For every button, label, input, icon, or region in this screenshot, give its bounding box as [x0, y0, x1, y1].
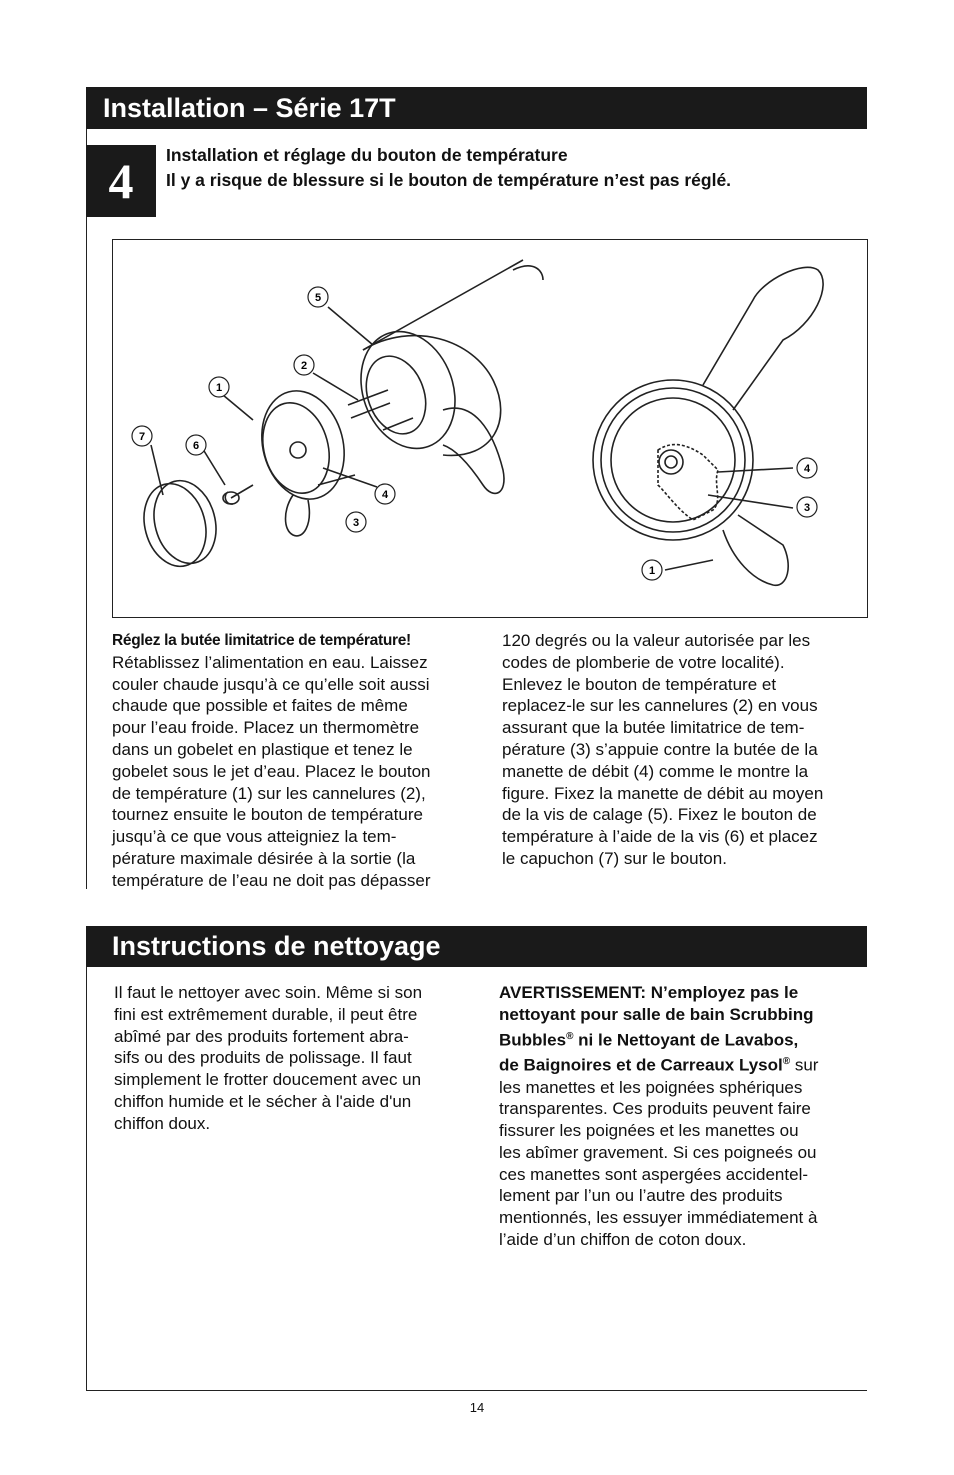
callout-1 [209, 377, 229, 397]
callout-3 [346, 512, 366, 532]
left-margin-rule-2 [86, 966, 87, 1391]
instructions-col2-line: manette de débit (4) comme le montre la [502, 761, 809, 781]
warning-line: l’aide d’un chiffon de coton doux. [499, 1230, 747, 1250]
callout-7 [132, 426, 152, 446]
installation-figure [112, 239, 868, 618]
warning-line: ces manettes sont aspergées accidentel- [499, 1164, 809, 1184]
product-name-lysol: de Baignoires et de Carreaux Lysol [499, 1055, 783, 1075]
warning-line: les manettes et les poignées sphériques [499, 1077, 803, 1097]
callout-1-label: 1 [215, 382, 223, 394]
warning-bold-line-1: AVERTISSEMENT: N’employez pas le [499, 983, 799, 1002]
step-heading-line-1: Installation et réglage du bouton de température [166, 145, 568, 165]
cleaning-column-1 [114, 982, 489, 1135]
section-banner-cleaning [86, 926, 867, 967]
callout-2 [294, 355, 314, 375]
callout-3-label: 3 [352, 517, 360, 529]
instructions-col1-line: de température (1) sur les cannelures (2), [112, 783, 426, 803]
instructions-col2-line: replacez-le sur les cannelures (2) en vous [502, 696, 818, 716]
product-name-scrubbing-bubbles: Bubbles [499, 1030, 567, 1050]
callout-right-4 [797, 458, 817, 478]
cleaning-line: chiffon humide et le sécher à l'aide d'un [114, 1091, 412, 1111]
instructions-col2-line: Enlevez le bouton de température et [502, 674, 777, 694]
callout-right-3 [797, 497, 817, 517]
instructions-col2-line: 120 degrés ou la valeur autorisée par les [502, 631, 811, 650]
instructions-col1-line: dans un gobelet en plastique et tenez le [112, 739, 413, 759]
callout-4 [375, 484, 395, 504]
callout-6 [186, 435, 206, 455]
cleaning-line: chiffon doux. [114, 1113, 211, 1133]
warning-bold-line-3 [499, 1026, 866, 1051]
warning-line: lement par l’un ou l’autre des produits [499, 1186, 783, 1206]
cleaning-warning-column [499, 982, 866, 1251]
step-number: 4 [108, 153, 134, 209]
callout-right-3-label: 3 [803, 502, 811, 514]
warning-bold-line-2: nettoyant pour salle de bain Scrubbing [499, 1004, 814, 1024]
instructions-col1-line: pour l’eau froide. Placez un thermomètre [112, 718, 420, 738]
exploded-view-diagram [113, 240, 867, 617]
warning-line: mentionnés, les essuyer immédiatement à [499, 1208, 818, 1228]
instructions-col1-line: Rétablissez l’alimentation en eau. Laissez [112, 652, 428, 672]
step-heading [166, 143, 866, 193]
instructions-lead: Réglez la butée limitatrice de température! [112, 632, 411, 649]
callout-right-4-label: 4 [803, 463, 811, 475]
cleaning-line: abîmé par des produits fortement abra- [114, 1026, 409, 1046]
left-margin-rule-1 [86, 129, 87, 889]
instructions-col1-line: couler chaude jusqu’à ce qu’elle soit aussi [112, 674, 430, 694]
warning-line: fissurer les poignées et les manettes ou [499, 1121, 799, 1141]
cleaning-line: simplement le frotter doucement avec un [114, 1070, 422, 1090]
cleaning-line: fini est extrêmement durable, il peut être [114, 1004, 418, 1024]
warning-bold-line-3-rest: ni le Nettoyant de Lavabos, [573, 1030, 799, 1050]
instructions-col1-line: gobelet sous le jet d’eau. Placez le bouton [112, 761, 431, 781]
instructions-col2-line: pérature (3) s’appuie contre la butée de la [502, 739, 818, 759]
callout-5 [308, 287, 328, 307]
section-banner-installation [86, 87, 867, 129]
callout-6-label: 6 [192, 440, 200, 452]
instructions-col1-line: jusqu’à ce que vous atteigniez la tem- [112, 827, 397, 847]
instructions-col2-line: assurant que la butée limitatrice de tem- [502, 718, 805, 738]
instructions-col2-line: de la vis de calage (5). Fixez le bouton de [502, 805, 817, 825]
instructions-col2-line: codes de plomberie de votre localité). [502, 652, 785, 672]
callout-right-1-label: 1 [648, 565, 656, 577]
warning-line-4 [499, 1051, 866, 1076]
instructions-col1-line: température de l’eau ne doit pas dépasser [112, 870, 431, 890]
callout-4-label: 4 [381, 489, 389, 501]
section-title: Instructions de nettoyage [112, 931, 441, 961]
step-number-box [86, 145, 156, 217]
callout-5-label: 5 [314, 292, 322, 304]
cleaning-line: sifs ou des produits de polissage. Il faut [114, 1048, 412, 1068]
instructions-col1-line: pérature maximale désirée à la sortie (la [112, 848, 416, 868]
instructions-col1-line: chaude que possible et faites de même [112, 696, 408, 716]
registered-mark: ® [566, 1030, 574, 1042]
instructions-col2-line: le capuchon (7) sur le bouton. [502, 848, 727, 868]
registered-mark: ® [782, 1056, 791, 1068]
step-heading-line-2: Il y a risque de blessure si le bouton de température n’est pas réglé. [166, 170, 732, 190]
callout-right-1 [642, 560, 662, 580]
warning-line: les abîmer gravement. Si ces poigneés ou [499, 1142, 817, 1162]
instructions-column-2 [502, 630, 866, 870]
warning-line-4-tail: sur [790, 1055, 819, 1075]
instructions-col2-line: figure. Fixez la manette de débit au moyen [502, 783, 824, 803]
callout-7-label: 7 [138, 431, 146, 443]
callout-2-label: 2 [300, 360, 308, 372]
warning-line: transparentes. Ces produits peuvent faire [499, 1099, 811, 1119]
bottom-rule [86, 1390, 867, 1391]
cleaning-line: Il faut le nettoyer avec soin. Même si son [114, 983, 423, 1002]
page-number: 14 [469, 1400, 485, 1415]
instructions-column-1 [112, 630, 487, 892]
instructions-col1-line: tournez ensuite le bouton de température [112, 805, 423, 825]
instructions-col2-line: température à l’aide de la vis (6) et placez [502, 827, 818, 847]
section-title: Installation – Série 17T [103, 93, 396, 123]
